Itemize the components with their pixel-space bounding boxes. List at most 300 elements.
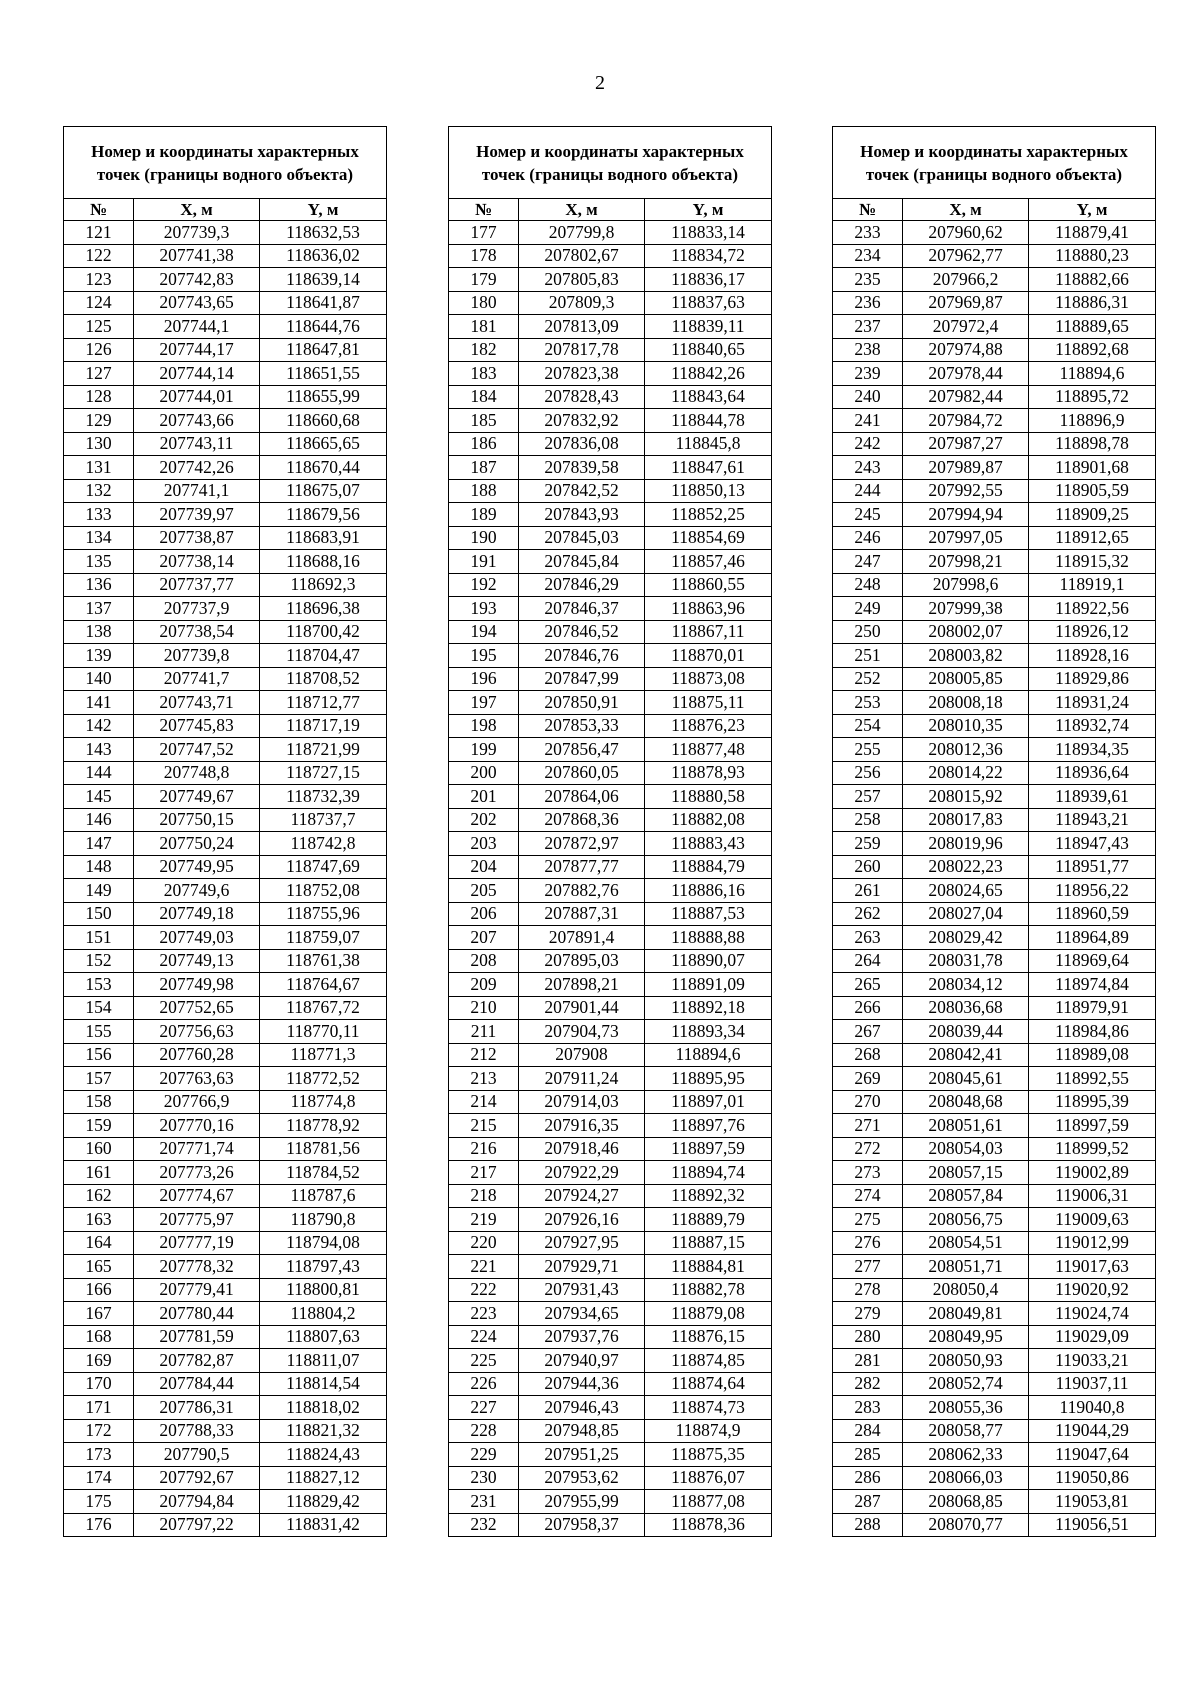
point-number-cell: 225	[449, 1349, 519, 1373]
x-coordinate-cell: 207937,76	[519, 1325, 645, 1349]
table-row	[64, 1443, 387, 1467]
y-coordinate-cell: 119002,89	[1029, 1161, 1156, 1185]
table-row	[449, 479, 772, 503]
table-row	[833, 1325, 1156, 1349]
point-number-cell: 194	[449, 620, 519, 644]
table-body	[64, 221, 387, 1537]
y-coordinate-cell: 119024,74	[1029, 1302, 1156, 1326]
x-coordinate-cell: 207860,05	[519, 761, 645, 785]
x-coordinate-cell: 208050,4	[903, 1278, 1029, 1302]
x-coordinate-cell: 207756,63	[134, 1020, 260, 1044]
table-row	[833, 526, 1156, 550]
x-coordinate-cell: 207846,29	[519, 573, 645, 597]
point-number-cell: 134	[64, 526, 134, 550]
x-coordinate-cell: 207846,76	[519, 644, 645, 668]
y-coordinate-cell: 118836,17	[645, 268, 772, 292]
point-number-cell: 147	[64, 832, 134, 856]
point-number-cell: 125	[64, 315, 134, 339]
table-row	[449, 1137, 772, 1161]
point-number-cell: 149	[64, 879, 134, 903]
x-coordinate-cell: 207868,36	[519, 808, 645, 832]
point-number-cell: 122	[64, 244, 134, 268]
y-coordinate-cell: 118827,12	[260, 1466, 387, 1490]
y-coordinate-cell: 118747,69	[260, 855, 387, 879]
x-coordinate-cell: 208048,68	[903, 1090, 1029, 1114]
y-coordinate-cell: 118781,56	[260, 1137, 387, 1161]
point-number-cell: 182	[449, 338, 519, 362]
table-row	[833, 996, 1156, 1020]
point-number-cell: 160	[64, 1137, 134, 1161]
table-row	[449, 291, 772, 315]
table-row	[449, 503, 772, 527]
point-number-cell: 174	[64, 1466, 134, 1490]
y-coordinate-cell: 118934,35	[1029, 738, 1156, 762]
x-coordinate-cell: 208010,35	[903, 714, 1029, 738]
x-coordinate-cell: 208068,85	[903, 1490, 1029, 1514]
y-coordinate-cell: 118999,52	[1029, 1137, 1156, 1161]
point-number-cell: 256	[833, 761, 903, 785]
point-number-cell: 232	[449, 1513, 519, 1537]
y-coordinate-cell: 118995,39	[1029, 1090, 1156, 1114]
y-coordinate-cell: 118888,88	[645, 926, 772, 950]
y-coordinate-cell: 118845,8	[645, 432, 772, 456]
y-coordinate-cell: 119033,21	[1029, 1349, 1156, 1373]
point-number-cell: 258	[833, 808, 903, 832]
point-number-cell: 227	[449, 1396, 519, 1420]
table-row	[64, 620, 387, 644]
y-coordinate-cell: 118850,13	[645, 479, 772, 503]
table-row	[64, 1513, 387, 1537]
y-coordinate-cell: 118829,42	[260, 1490, 387, 1514]
table-row	[449, 973, 772, 997]
x-coordinate-cell: 207914,03	[519, 1090, 645, 1114]
y-coordinate-cell: 118931,24	[1029, 691, 1156, 715]
table-row	[833, 1231, 1156, 1255]
y-coordinate-cell: 118879,08	[645, 1302, 772, 1326]
table-row	[833, 1349, 1156, 1373]
point-number-cell: 238	[833, 338, 903, 362]
y-coordinate-cell: 118692,3	[260, 573, 387, 597]
table-row	[833, 714, 1156, 738]
x-coordinate-cell: 207774,67	[134, 1184, 260, 1208]
y-coordinate-cell: 118883,43	[645, 832, 772, 856]
point-number-cell: 275	[833, 1208, 903, 1232]
x-coordinate-cell: 207737,9	[134, 597, 260, 621]
y-coordinate-cell: 118887,15	[645, 1231, 772, 1255]
point-number-cell: 284	[833, 1419, 903, 1443]
table-row	[449, 1443, 772, 1467]
point-number-cell: 140	[64, 667, 134, 691]
table-row	[833, 691, 1156, 715]
table-row	[449, 1513, 772, 1537]
table-row	[64, 949, 387, 973]
point-number-cell: 226	[449, 1372, 519, 1396]
table-row	[449, 620, 772, 644]
y-coordinate-cell: 118874,9	[645, 1419, 772, 1443]
point-number-cell: 240	[833, 385, 903, 409]
table-row	[64, 1325, 387, 1349]
x-coordinate-cell: 207916,35	[519, 1114, 645, 1138]
point-number-cell: 267	[833, 1020, 903, 1044]
y-coordinate-cell: 118764,67	[260, 973, 387, 997]
y-coordinate-cell: 118878,93	[645, 761, 772, 785]
point-number-cell: 129	[64, 409, 134, 433]
table-row	[64, 456, 387, 480]
point-number-cell: 244	[833, 479, 903, 503]
y-coordinate-cell: 118887,53	[645, 902, 772, 926]
x-coordinate-cell: 207743,71	[134, 691, 260, 715]
point-number-cell: 178	[449, 244, 519, 268]
table-row	[449, 1255, 772, 1279]
point-number-cell: 257	[833, 785, 903, 809]
table-row	[449, 1396, 772, 1420]
point-number-cell: 207	[449, 926, 519, 950]
y-coordinate-cell: 118929,86	[1029, 667, 1156, 691]
x-coordinate-cell: 207927,95	[519, 1231, 645, 1255]
table-row	[64, 338, 387, 362]
y-coordinate-cell: 119037,11	[1029, 1372, 1156, 1396]
y-coordinate-cell: 119012,99	[1029, 1231, 1156, 1255]
point-number-cell: 136	[64, 573, 134, 597]
table-row	[833, 1090, 1156, 1114]
point-number-cell: 243	[833, 456, 903, 480]
y-coordinate-cell: 118807,63	[260, 1325, 387, 1349]
y-coordinate-cell: 118877,08	[645, 1490, 772, 1514]
table-row	[449, 1090, 772, 1114]
y-coordinate-cell: 118771,3	[260, 1043, 387, 1067]
point-number-cell: 145	[64, 785, 134, 809]
point-number-cell: 159	[64, 1114, 134, 1138]
point-number-cell: 133	[64, 503, 134, 527]
table-caption: Номер и координаты характерных точек (границы водного объекта)	[833, 127, 1156, 199]
y-coordinate-cell: 118732,39	[260, 785, 387, 809]
y-coordinate-cell: 118660,68	[260, 409, 387, 433]
x-coordinate-cell: 207982,44	[903, 385, 1029, 409]
x-coordinate-cell: 208015,92	[903, 785, 1029, 809]
x-coordinate-cell: 208051,71	[903, 1255, 1029, 1279]
x-coordinate-cell: 207951,25	[519, 1443, 645, 1467]
table-row	[64, 1278, 387, 1302]
x-coordinate-cell: 207744,1	[134, 315, 260, 339]
table-row	[833, 291, 1156, 315]
x-coordinate-cell: 207846,52	[519, 620, 645, 644]
x-coordinate-cell: 207877,77	[519, 855, 645, 879]
table-row	[64, 1043, 387, 1067]
point-number-cell: 153	[64, 973, 134, 997]
x-coordinate-cell: 208054,03	[903, 1137, 1029, 1161]
y-coordinate-cell: 118928,16	[1029, 644, 1156, 668]
table-row	[833, 550, 1156, 574]
table-row	[833, 902, 1156, 926]
point-number-cell: 121	[64, 221, 134, 245]
table-row	[449, 855, 772, 879]
table-row	[449, 926, 772, 950]
table-row	[64, 1490, 387, 1514]
table-row	[64, 667, 387, 691]
point-number-cell: 191	[449, 550, 519, 574]
y-coordinate-cell: 118794,08	[260, 1231, 387, 1255]
x-coordinate-cell: 207784,44	[134, 1372, 260, 1396]
table-row	[833, 597, 1156, 621]
point-number-cell: 179	[449, 268, 519, 292]
y-coordinate-cell: 118844,78	[645, 409, 772, 433]
x-coordinate-cell: 207792,67	[134, 1466, 260, 1490]
point-number-cell: 190	[449, 526, 519, 550]
y-coordinate-cell: 118989,08	[1029, 1043, 1156, 1067]
table-row	[449, 409, 772, 433]
point-number-cell: 270	[833, 1090, 903, 1114]
point-number-cell: 254	[833, 714, 903, 738]
x-coordinate-cell: 207749,98	[134, 973, 260, 997]
point-number-cell: 143	[64, 738, 134, 762]
point-number-cell: 198	[449, 714, 519, 738]
table-row	[449, 1067, 772, 1091]
y-coordinate-cell: 118874,85	[645, 1349, 772, 1373]
table-caption: Номер и координаты характерных точек (границы водного объекта)	[64, 127, 387, 199]
x-coordinate-cell: 207958,37	[519, 1513, 645, 1537]
x-coordinate-cell: 207794,84	[134, 1490, 260, 1514]
y-coordinate-cell: 119044,29	[1029, 1419, 1156, 1443]
point-number-cell: 206	[449, 902, 519, 926]
y-coordinate-cell: 118894,6	[1029, 362, 1156, 386]
x-coordinate-cell: 207946,43	[519, 1396, 645, 1420]
point-number-cell: 195	[449, 644, 519, 668]
point-number-cell: 283	[833, 1396, 903, 1420]
table-row	[833, 1302, 1156, 1326]
point-number-cell: 239	[833, 362, 903, 386]
y-coordinate-cell: 118880,23	[1029, 244, 1156, 268]
table-row	[64, 1255, 387, 1279]
point-number-cell: 208	[449, 949, 519, 973]
x-coordinate-cell: 207745,83	[134, 714, 260, 738]
point-number-cell: 150	[64, 902, 134, 926]
point-number-cell: 171	[64, 1396, 134, 1420]
point-number-cell: 262	[833, 902, 903, 926]
x-coordinate-cell: 207953,62	[519, 1466, 645, 1490]
x-coordinate-cell: 207832,92	[519, 409, 645, 433]
table-row	[833, 1137, 1156, 1161]
table-row	[449, 244, 772, 268]
x-coordinate-cell: 207777,19	[134, 1231, 260, 1255]
table-row	[64, 1114, 387, 1138]
point-number-cell: 161	[64, 1161, 134, 1185]
y-coordinate-cell: 118892,18	[645, 996, 772, 1020]
table-row	[64, 315, 387, 339]
y-coordinate-cell: 118632,53	[260, 221, 387, 245]
x-coordinate-cell: 208014,22	[903, 761, 1029, 785]
x-coordinate-cell: 208005,85	[903, 667, 1029, 691]
table-row	[449, 785, 772, 809]
table-row	[833, 1372, 1156, 1396]
y-coordinate-cell: 118943,21	[1029, 808, 1156, 832]
x-coordinate-cell: 207750,15	[134, 808, 260, 832]
table-row	[449, 1490, 772, 1514]
point-number-cell: 139	[64, 644, 134, 668]
y-coordinate-cell: 118821,32	[260, 1419, 387, 1443]
y-coordinate-cell: 118909,25	[1029, 503, 1156, 527]
table-caption: Номер и координаты характерных точек (границы водного объекта)	[449, 127, 772, 199]
point-number-cell: 166	[64, 1278, 134, 1302]
point-number-cell: 137	[64, 597, 134, 621]
point-number-cell: 131	[64, 456, 134, 480]
table-row	[449, 526, 772, 550]
y-coordinate-cell: 118837,63	[645, 291, 772, 315]
x-coordinate-cell: 207929,71	[519, 1255, 645, 1279]
x-coordinate-cell: 207998,21	[903, 550, 1029, 574]
table-body	[449, 221, 772, 1537]
table-row	[449, 1020, 772, 1044]
x-coordinate-cell: 208054,51	[903, 1231, 1029, 1255]
y-coordinate-cell: 118956,22	[1029, 879, 1156, 903]
x-coordinate-cell: 207805,83	[519, 268, 645, 292]
x-coordinate-cell: 207779,41	[134, 1278, 260, 1302]
x-coordinate-cell: 207743,11	[134, 432, 260, 456]
y-coordinate-cell: 118926,12	[1029, 620, 1156, 644]
y-coordinate-cell: 118778,92	[260, 1114, 387, 1138]
x-coordinate-cell: 207924,27	[519, 1184, 645, 1208]
table-row	[64, 785, 387, 809]
y-coordinate-cell: 118880,58	[645, 785, 772, 809]
point-number-cell: 224	[449, 1325, 519, 1349]
x-coordinate-cell: 207839,58	[519, 456, 645, 480]
point-number-cell: 188	[449, 479, 519, 503]
table-row	[64, 597, 387, 621]
x-coordinate-cell: 207846,37	[519, 597, 645, 621]
y-coordinate-cell: 118831,42	[260, 1513, 387, 1537]
table-row	[833, 1278, 1156, 1302]
point-number-cell: 209	[449, 973, 519, 997]
x-coordinate-cell: 207760,28	[134, 1043, 260, 1067]
x-coordinate-cell: 207984,72	[903, 409, 1029, 433]
table-row	[64, 291, 387, 315]
point-number-cell: 218	[449, 1184, 519, 1208]
table-row	[64, 573, 387, 597]
point-number-cell: 180	[449, 291, 519, 315]
table-row	[833, 879, 1156, 903]
table-row	[449, 667, 772, 691]
table-row	[449, 1419, 772, 1443]
x-coordinate-cell: 207766,9	[134, 1090, 260, 1114]
table-row	[833, 244, 1156, 268]
y-coordinate-cell: 118737,7	[260, 808, 387, 832]
x-coordinate-cell: 207853,33	[519, 714, 645, 738]
point-number-cell: 173	[64, 1443, 134, 1467]
table-row	[64, 1090, 387, 1114]
point-number-cell: 202	[449, 808, 519, 832]
point-number-cell: 279	[833, 1302, 903, 1326]
x-coordinate-cell: 207786,31	[134, 1396, 260, 1420]
x-coordinate-cell: 207823,38	[519, 362, 645, 386]
point-number-cell: 216	[449, 1137, 519, 1161]
y-coordinate-cell: 119040,8	[1029, 1396, 1156, 1420]
table-row	[833, 1490, 1156, 1514]
point-number-cell: 132	[64, 479, 134, 503]
y-coordinate-cell: 118895,72	[1029, 385, 1156, 409]
y-coordinate-cell: 118936,64	[1029, 761, 1156, 785]
column-header-number: №	[64, 199, 134, 221]
table-row	[449, 1372, 772, 1396]
point-number-cell: 274	[833, 1184, 903, 1208]
y-coordinate-cell: 118797,43	[260, 1255, 387, 1279]
x-coordinate-cell: 207763,63	[134, 1067, 260, 1091]
table-row	[833, 855, 1156, 879]
x-coordinate-cell: 207940,97	[519, 1349, 645, 1373]
y-coordinate-cell: 118708,52	[260, 667, 387, 691]
point-number-cell: 219	[449, 1208, 519, 1232]
point-number-cell: 263	[833, 926, 903, 950]
table-row	[64, 855, 387, 879]
point-number-cell: 261	[833, 879, 903, 903]
point-number-cell: 165	[64, 1255, 134, 1279]
point-number-cell: 158	[64, 1090, 134, 1114]
x-coordinate-cell: 207799,8	[519, 221, 645, 245]
y-coordinate-cell: 118919,1	[1029, 573, 1156, 597]
x-coordinate-cell: 207743,66	[134, 409, 260, 433]
y-coordinate-cell: 118891,09	[645, 973, 772, 997]
x-coordinate-cell: 207771,74	[134, 1137, 260, 1161]
y-coordinate-cell: 118894,6	[645, 1043, 772, 1067]
y-coordinate-cell: 118912,65	[1029, 526, 1156, 550]
column-header-x: X, м	[903, 199, 1029, 221]
point-number-cell: 234	[833, 244, 903, 268]
x-coordinate-cell: 207978,44	[903, 362, 1029, 386]
y-coordinate-cell: 119056,51	[1029, 1513, 1156, 1537]
point-number-cell: 285	[833, 1443, 903, 1467]
table-row	[449, 1349, 772, 1373]
table-row	[833, 315, 1156, 339]
table-row	[833, 268, 1156, 292]
x-coordinate-cell: 207778,32	[134, 1255, 260, 1279]
point-number-cell: 217	[449, 1161, 519, 1185]
x-coordinate-cell: 208066,03	[903, 1466, 1029, 1490]
y-coordinate-cell: 118683,91	[260, 526, 387, 550]
table-row	[833, 1255, 1156, 1279]
y-coordinate-cell: 118665,65	[260, 432, 387, 456]
point-number-cell: 181	[449, 315, 519, 339]
table-row	[449, 1231, 772, 1255]
x-coordinate-cell: 207747,52	[134, 738, 260, 762]
point-number-cell: 205	[449, 879, 519, 903]
y-coordinate-cell: 118960,59	[1029, 902, 1156, 926]
x-coordinate-cell: 207969,87	[903, 291, 1029, 315]
x-coordinate-cell: 208049,95	[903, 1325, 1029, 1349]
x-coordinate-cell: 207898,21	[519, 973, 645, 997]
y-coordinate-cell: 118974,84	[1029, 973, 1156, 997]
y-coordinate-cell: 118679,56	[260, 503, 387, 527]
x-coordinate-cell: 207749,13	[134, 949, 260, 973]
table-row	[64, 1067, 387, 1091]
x-coordinate-cell: 207828,43	[519, 385, 645, 409]
y-coordinate-cell: 119006,31	[1029, 1184, 1156, 1208]
point-number-cell: 231	[449, 1490, 519, 1514]
point-number-cell: 272	[833, 1137, 903, 1161]
x-coordinate-cell: 207997,05	[903, 526, 1029, 550]
table-row	[833, 1043, 1156, 1067]
x-coordinate-cell: 208039,44	[903, 1020, 1029, 1044]
x-coordinate-cell: 207742,26	[134, 456, 260, 480]
x-coordinate-cell: 207744,17	[134, 338, 260, 362]
table-row	[64, 926, 387, 950]
table-row	[64, 691, 387, 715]
y-coordinate-cell: 118712,77	[260, 691, 387, 715]
y-coordinate-cell: 118939,61	[1029, 785, 1156, 809]
x-coordinate-cell: 207741,38	[134, 244, 260, 268]
point-number-cell: 282	[833, 1372, 903, 1396]
table-row	[64, 1020, 387, 1044]
x-coordinate-cell: 207842,52	[519, 479, 645, 503]
table-row	[833, 432, 1156, 456]
y-coordinate-cell: 118857,46	[645, 550, 772, 574]
